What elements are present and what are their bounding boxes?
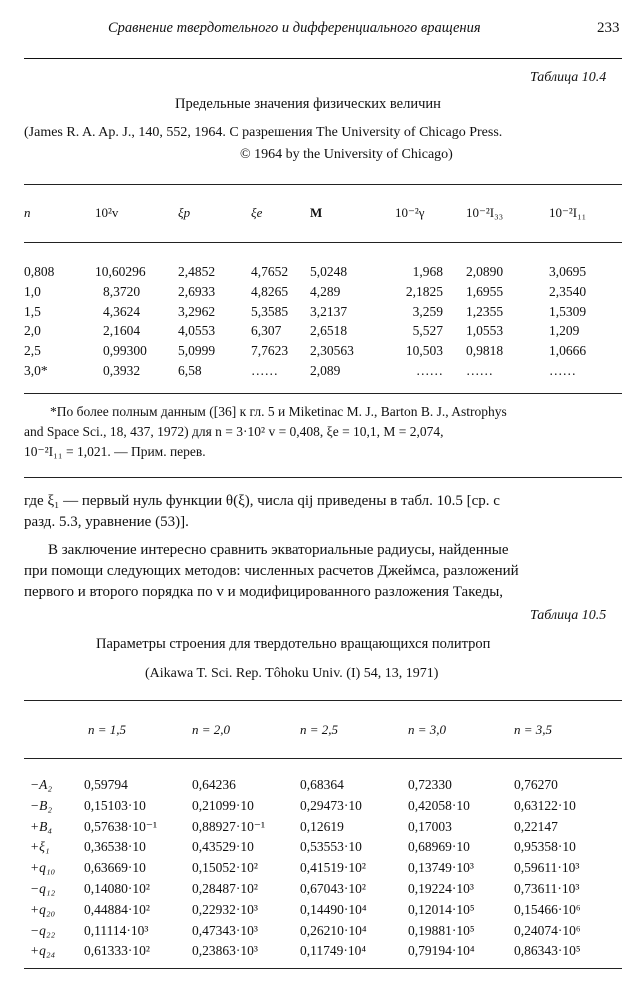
t105-cell: 0,28487·10² [192, 880, 258, 896]
paragraph-2-line3: первого и второго порядка по v и модифицированного разложения Такеды, [24, 584, 504, 600]
t105-cell: 0,15052·10² [192, 860, 258, 876]
t104-cell: 2,089 [310, 362, 341, 378]
t104-col-v: 10²v [95, 205, 119, 220]
table-10-5-source: (Aikawa T. Sci. Rep. Tôhoku Univ. (I) 54, 13, 1971) [145, 666, 439, 681]
t105-cell: 0,59794 [84, 777, 128, 792]
table-10-4-head-rule [24, 242, 622, 243]
t104-cell: 2,3540 [549, 283, 587, 299]
t104-cell: 3,2137 [310, 303, 348, 319]
t105-column-n15 [84, 775, 157, 962]
paragraph-1-line2: разд. 5.3, уравнение (53)]. [24, 514, 189, 530]
t105-row-label: +q₁₀ [30, 860, 56, 876]
t104-column-i33 [466, 262, 503, 381]
table-10-4-title: Предельные значения физических величин [175, 96, 441, 112]
t105-cell: 0,22932·10³ [192, 901, 258, 917]
t104-cell: 10,60296 [95, 264, 146, 279]
t105-cell: 0,61333·10² [84, 943, 150, 959]
t105-cell: 0,76270 [514, 777, 558, 792]
t105-cell: 0,36538·10 [84, 839, 146, 855]
table-10-5-top-rule [24, 700, 622, 701]
t105-cell: 0,53553·10 [300, 839, 362, 855]
t104-column-gamma [393, 262, 443, 381]
t104-cell: 2,1825 [405, 283, 443, 299]
t105-cell: 0,14080·10² [84, 880, 150, 896]
t104-column-v [95, 262, 147, 381]
t105-row-labels [30, 775, 55, 962]
t105-cell: 0,72330 [408, 777, 452, 792]
t104-cell: 2,6518 [310, 323, 348, 339]
t104-cell: 4,8265 [251, 283, 289, 299]
header-rule [24, 58, 622, 59]
t104-cell: 1,2355 [466, 303, 504, 319]
t105-cell: 0,13749·10³ [408, 860, 474, 876]
t105-row-label: +q₂₀ [30, 901, 56, 917]
t104-cell: 3,0* [24, 362, 48, 378]
page-number: 233 [597, 20, 620, 36]
t105-cell: 0,43529·10 [192, 839, 254, 855]
t104-cell: 1,209 [549, 323, 580, 339]
table-10-4-footnote-line3: 10⁻²I₁₁ = 1,021. — Прим. перев. [24, 444, 206, 459]
t105-row-label: +q₂₄ [30, 943, 56, 959]
t104-col-xi-e: ξe [251, 205, 263, 220]
paragraph-2-line2: при помощи следующих методов: численных расчетов Джеймса, разложений [24, 563, 519, 579]
table-10-5-bottom-rule [24, 968, 622, 969]
paragraph-1-line1: где ξ₁ — первый нуль функции θ(ξ), числа qij приведены в табл. 10.5 [ср. с [24, 493, 500, 509]
t104-cell: 4,0553 [178, 323, 216, 339]
t104-column-i11 [549, 262, 586, 381]
t105-row-label: +B₄ [30, 818, 53, 834]
t105-row-label: −A₂ [30, 777, 53, 792]
t105-cell: 0,63122·10 [514, 797, 576, 813]
t105-col-n35: n = 3,5 [514, 722, 553, 737]
t104-cell: 4,3624 [103, 303, 141, 319]
t104-cell: 3,259 [412, 303, 443, 319]
t105-cell: 0,11114·10³ [84, 922, 149, 938]
t104-col-i11: 10⁻²I₁₁ [549, 205, 587, 220]
t105-column-n35 [514, 775, 581, 962]
t105-cell: 0,12619 [300, 818, 344, 834]
t105-cell: 0,22147 [514, 818, 558, 834]
t105-cell: 0,86343·10⁵ [514, 943, 581, 959]
t104-cell: 0,808 [24, 264, 55, 279]
paragraph-2-line1: В заключение интересно сравнить экваториальные радиусы, найденные [48, 542, 509, 558]
t105-cell: 0,68969·10 [408, 839, 470, 855]
table-10-4-footnote-line1: *По более полным данным ([36] к гл. 5 и Miketinac M. J., Barton B. J., Astrophys [50, 404, 507, 419]
t105-cell: 0,41519·10² [300, 860, 366, 876]
t105-cell: 0,57638·10⁻¹ [84, 818, 158, 834]
t104-column-xi-p [178, 262, 215, 381]
t105-cell: 0,29473·10 [300, 797, 362, 813]
table-10-5-head-rule [24, 758, 622, 759]
t104-cell: 2,1604 [103, 323, 141, 339]
t105-column-n20 [192, 775, 265, 962]
t105-row-label: +ξ₁ [30, 839, 50, 855]
t104-cell: …… [549, 362, 576, 378]
t105-cell: 0,11749·10⁴ [300, 943, 367, 959]
t105-col-n20: n = 2,0 [192, 722, 231, 737]
table-10-5-label: Таблица 10.5 [530, 608, 607, 623]
t104-cell: 2,5 [24, 343, 41, 359]
t105-cell: 0,24074·10⁶ [514, 922, 581, 938]
t104-cell: 0,99300 [103, 343, 147, 359]
t104-cell: 1,5 [24, 303, 41, 319]
t105-cell: 0,26210·10⁴ [300, 922, 367, 938]
t105-col-n15: n = 1,5 [88, 722, 127, 737]
t104-col-i33: 10⁻²I₃₃ [466, 205, 504, 220]
t104-cell: 2,4852 [178, 264, 216, 279]
t105-col-n25: n = 2,5 [300, 722, 339, 737]
t104-column-m [310, 262, 354, 381]
t105-column-n30 [408, 775, 475, 962]
t105-cell: 0,23863·10³ [192, 943, 258, 959]
t104-col-m: M [310, 205, 323, 220]
t105-cell: 0,59611·10³ [514, 860, 580, 876]
t104-cell: 5,0999 [178, 343, 216, 359]
footnote-rule [24, 477, 622, 478]
t105-row-label: −B₂ [30, 797, 53, 813]
table-10-4-label: Таблица 10.4 [530, 70, 607, 85]
t104-cell: 1,0666 [549, 343, 587, 359]
t105-cell: 0,95358·10 [514, 839, 576, 855]
table-10-4-bottom-rule [24, 393, 622, 394]
t105-cell: 0,67043·10² [300, 880, 366, 896]
t104-cell: 5,0248 [310, 264, 348, 279]
table-10-4-source-line1: (James R. A. Ap. J., 140, 552, 1964. С разрешения The University of Chicago Press. [24, 125, 503, 140]
t104-cell: 2,30563 [310, 343, 354, 359]
t105-cell: 0,15466·10⁶ [514, 901, 581, 917]
t105-column-n25 [300, 775, 367, 962]
t105-cell: 0,68364 [300, 777, 344, 792]
t104-cell: 3,0695 [549, 264, 587, 279]
t104-cell: 1,0 [24, 283, 41, 299]
t104-cell: 1,5309 [549, 303, 587, 319]
t104-cell: 6,307 [251, 323, 282, 339]
t104-cell: 2,0890 [466, 264, 504, 279]
table-10-4-source-line2: © 1964 by the University of Chicago) [240, 147, 453, 162]
t104-cell: …… [466, 362, 493, 378]
running-header: Сравнение твердотельного и дифференциального вращения [108, 20, 481, 36]
t105-cell: 0,14490·10⁴ [300, 901, 367, 917]
table-10-5-title: Параметры строения для твердотельно вращающихся политроп [96, 636, 491, 652]
t105-cell: 0,21099·10 [192, 797, 254, 813]
t104-cell: 2,0 [24, 323, 41, 339]
t105-row-label: −q₂₂ [30, 922, 56, 938]
t104-cell: 5,527 [412, 323, 443, 339]
t104-cell: 0,3932 [103, 362, 141, 378]
t105-cell: 0,12014·10⁵ [408, 901, 475, 917]
table-10-4-top-rule [24, 184, 622, 185]
t104-cell: …… [251, 362, 278, 378]
t105-row-label: −q₁₂ [30, 880, 56, 896]
t105-cell: 0,64236 [192, 777, 236, 792]
t105-col-n30: n = 3,0 [408, 722, 447, 737]
t104-col-gamma: 10⁻²γ [395, 205, 425, 220]
t105-cell: 0,15103·10 [84, 797, 146, 813]
t104-cell: 1,6955 [466, 283, 504, 299]
t105-cell: 0,88927·10⁻¹ [192, 818, 266, 834]
t104-cell: 2,6933 [178, 283, 216, 299]
t104-col-xi-p: ξp [178, 205, 191, 220]
t105-cell: 0,73611·10³ [514, 880, 580, 896]
t104-cell: 3,2962 [178, 303, 216, 319]
t104-col-n: n [24, 205, 31, 220]
t104-cell: 5,3585 [251, 303, 289, 319]
t104-cell: 4,289 [310, 283, 341, 299]
t105-cell: 0,44884·10² [84, 901, 150, 917]
table-10-4-footnote-line2: and Space Sci., 18, 437, 1972) для n = 3·10² v = 0,408, ξe = 10,1, M = 2,074, [24, 424, 444, 439]
t104-cell: 4,7652 [251, 264, 289, 279]
t104-column-xi-e [251, 262, 288, 381]
t105-cell: 0,19881·10⁵ [408, 922, 475, 938]
t105-cell: 0,47343·10³ [192, 922, 258, 938]
t105-cell: 0,19224·10³ [408, 880, 474, 896]
t104-cell: 1,968 [412, 264, 443, 279]
t104-cell: 8,3720 [103, 283, 141, 299]
t105-cell: 0,79194·10⁴ [408, 943, 475, 959]
t104-cell: 1,0553 [466, 323, 504, 339]
t104-cell: 10,503 [405, 343, 443, 359]
t104-cell: 7,7623 [251, 343, 289, 359]
t104-column-n [24, 262, 54, 381]
t104-cell: 6,58 [178, 362, 202, 378]
t104-cell: …… [416, 362, 443, 378]
t105-cell: 0,63669·10 [84, 860, 146, 876]
t105-cell: 0,42058·10 [408, 797, 470, 813]
t105-cell: 0,17003 [408, 818, 452, 834]
t104-cell: 0,9818 [466, 343, 504, 359]
